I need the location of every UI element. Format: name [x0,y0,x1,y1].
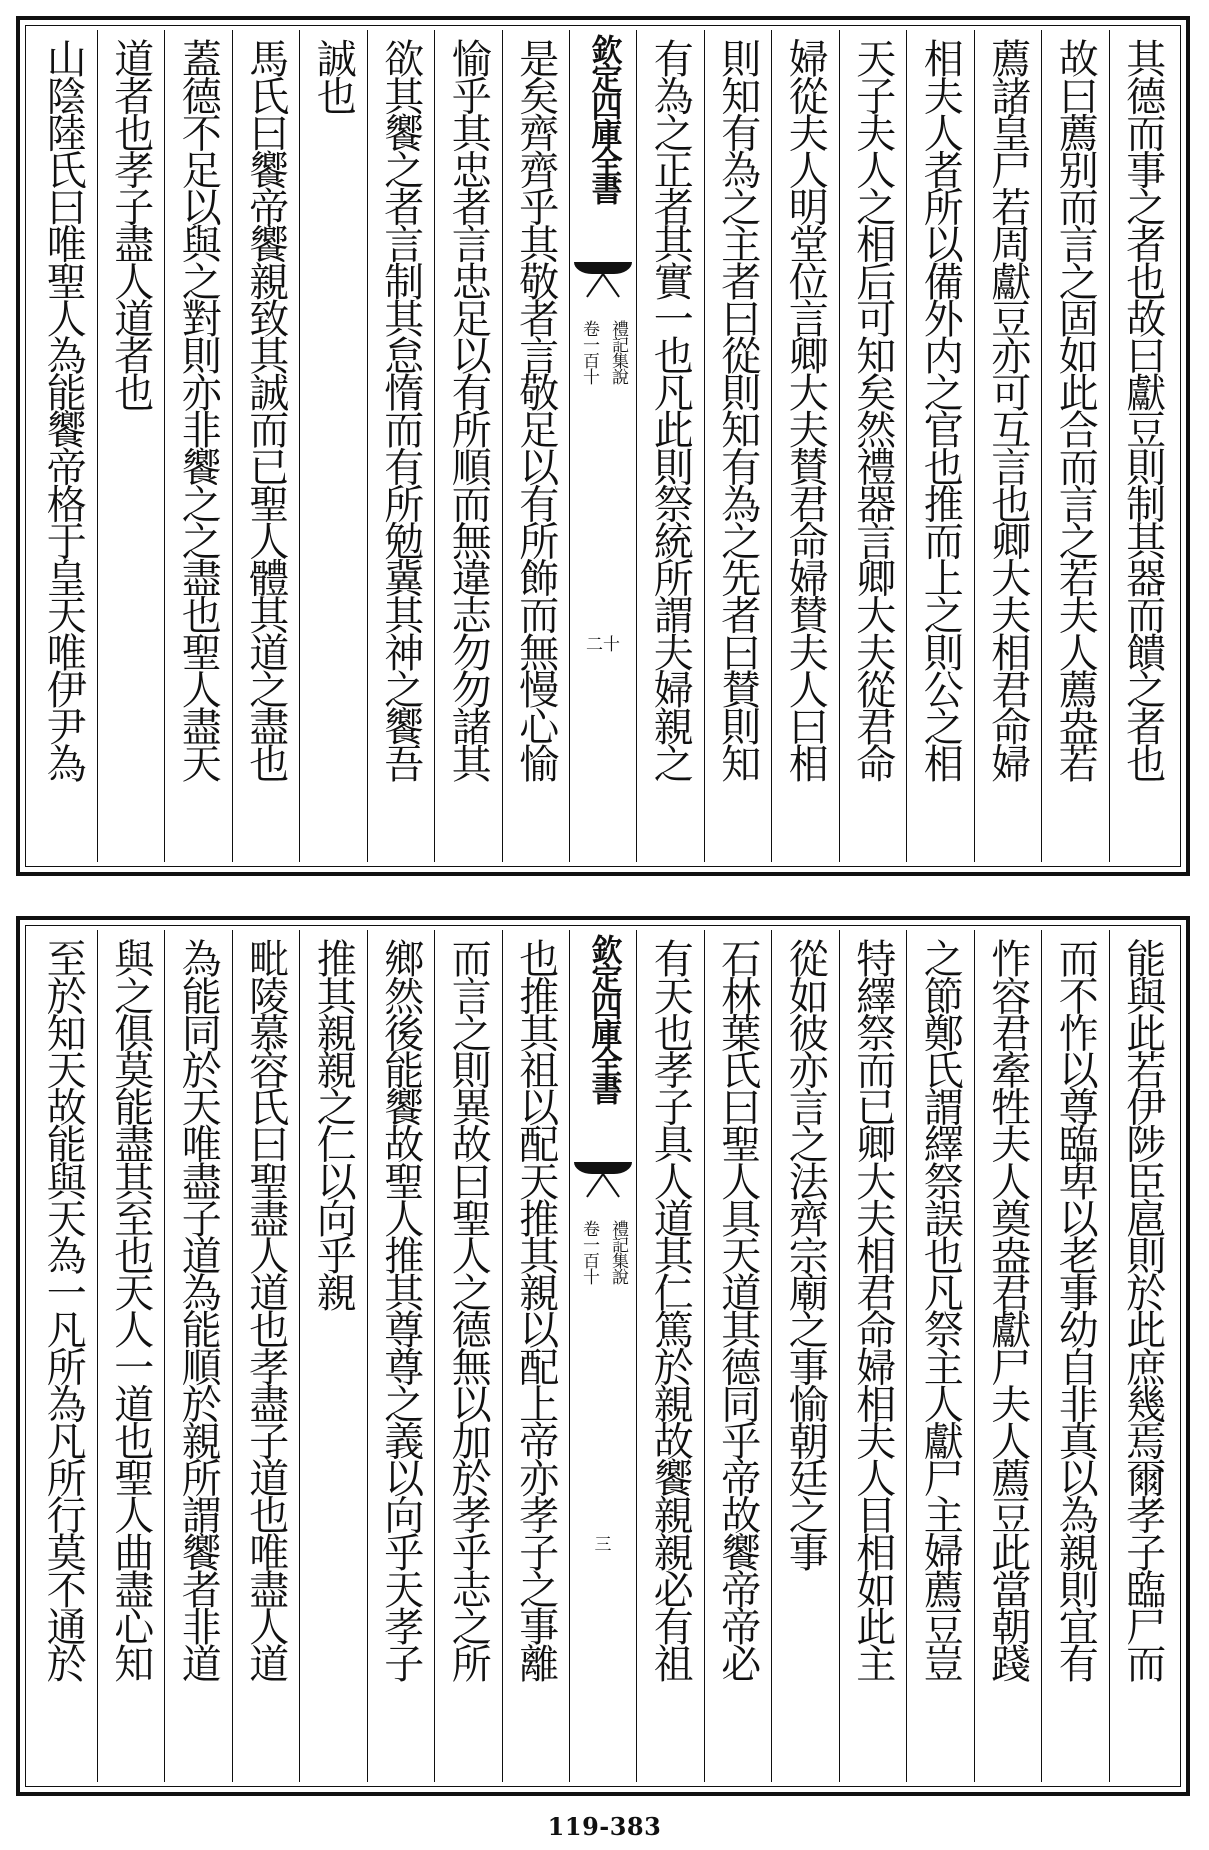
fish-tail-mark [574,1162,632,1202]
book-title: 禮記集說 [608,320,628,384]
column-text: 有為之正者其實一也凡此則祭統所謂夫婦親之 [647,38,694,781]
text-column [503,30,571,862]
text-column [368,30,436,862]
column-text: 婦從夫人明堂位言卿大夫賛君命婦賛夫人曰相 [782,38,829,781]
text-column [165,930,233,1782]
bottom-panel [16,916,1190,1796]
column-text: 蓋德不足以與之對則亦非饗之之盡也聖人盡天 [175,38,222,781]
text-column [30,930,98,1782]
column-text: 山陰陸氏曰唯聖人為能饗帝格于皇天唯伊尹為 [40,38,87,781]
column-text: 欲其饗之者言制其怠惰而有所勉冀其神之饗吾 [377,38,424,781]
text-column [1110,30,1177,862]
center-gutter [570,930,637,1782]
gutter-title: 欽定四庫全書 [585,34,622,202]
text-column [1110,930,1177,1782]
page-number: 119-383 [547,1812,662,1841]
volume-label: 卷一百十 [579,1220,599,1284]
column-text: 有天也孝子具人道其仁篤於親故饗親親必有祖 [647,938,694,1681]
text-column [233,30,301,862]
text-column [300,30,368,862]
text-column [705,930,773,1782]
column-text: 鄉然後能饗故聖人推其尊尊之義以向乎天孝子 [377,938,424,1681]
column-text: 石林葉氏曰聖人具天道其德同乎帝故饗帝帝必 [714,938,761,1681]
column-text: 至於知天故能與天為一凡所為凡所行莫不通於 [40,938,87,1681]
column-text: 天子夫人之相后可知矣然禮器言卿大夫從君命 [849,38,896,781]
text-column [637,930,705,1782]
column-text: 推其親親之仁以向乎親 [310,938,357,1310]
column-text: 也推其祖以配天推其親以配上帝亦孝子之事離 [512,938,559,1681]
text-column [705,30,773,862]
column-text: 為能同於天唯盡子道為能順於親所謂饗者非道 [175,938,222,1681]
folio-number: 三 [594,1535,612,1555]
folio-number: 二十 [586,635,620,655]
column-text: 相夫人者所以備外内之官也推而上之則公之相 [917,38,964,781]
fish-tail-mark [574,262,632,302]
center-gutter [570,30,637,862]
top-columns [30,30,1176,862]
column-text: 而不怍以尊臨卑以老事幼自非真以為親則宜有 [1052,938,1099,1681]
volume-label: 卷一百十 [579,320,599,384]
column-text: 從如彼亦言之法齊宗廟之事愉朝廷之事 [782,938,829,1569]
column-text: 故曰薦别而言之固如此合而言之若夫人薦盎若 [1052,38,1099,781]
column-text: 毗陵慕容氏曰聖盡人道也孝盡子道也唯盡人道 [242,938,289,1681]
text-column [368,930,436,1782]
column-text: 愉乎其忠者言忠足以有所順而無違志勿勿諸其 [445,38,492,781]
column-text: 能與此若伊陟臣扈則於此庶幾焉爾孝子臨尸而 [1119,938,1166,1681]
text-column [840,30,908,862]
text-column [435,30,503,862]
text-column [637,30,705,862]
text-column [435,930,503,1782]
text-column [975,930,1043,1782]
text-column [772,930,840,1782]
column-text: 馬氏曰饗帝饗親致其誠而已聖人體其道之盡也 [242,38,289,781]
column-text: 道者也孝子盡人道者也 [107,38,154,410]
column-text: 而言之則異故曰聖人之德無以加於孝乎志之所 [445,938,492,1681]
text-column [772,30,840,862]
column-text: 是矣齊齊乎其敬者言敬足以有所飾而無慢心愉 [512,38,559,781]
column-text: 怍容君牽牲夫人奠盎君獻尸夫人薦豆此當朝踐 [984,938,1031,1681]
text-column [907,930,975,1782]
column-text: 特繹祭而已卿大夫相君命婦相夫人目相如此主 [849,938,896,1681]
text-column [300,930,368,1782]
text-column [907,30,975,862]
book-title: 禮記集說 [608,1220,628,1284]
gutter-book-info [580,1220,626,1284]
column-text: 則知有為之主者曰從則知有為之先者曰賛則知 [714,38,761,781]
text-column [503,930,571,1782]
gutter-title: 欽定四庫全書 [585,934,622,1102]
column-text: 其德而事之者也故曰獻豆則制其器而饋之者也 [1119,38,1166,781]
text-column [98,30,166,862]
column-text: 薦諸皇尸若周獻豆亦可互言也卿大夫相君命婦 [984,38,1031,781]
column-text: 誠也 [310,38,357,113]
gutter-book-info [580,320,626,384]
text-column [98,930,166,1782]
bottom-columns [30,930,1176,1782]
text-column [975,30,1043,862]
text-column [233,930,301,1782]
column-text: 與之俱莫能盡其至也天人一道也聖人曲盡心知 [107,938,154,1681]
text-column [840,930,908,1782]
text-column [30,30,98,862]
column-text: 之節鄭氏謂繹祭誤也凡祭主人獻尸主婦薦豆豈 [917,938,964,1681]
text-column [165,30,233,862]
text-column [1042,930,1110,1782]
top-panel [16,16,1190,876]
text-column [1042,30,1110,862]
